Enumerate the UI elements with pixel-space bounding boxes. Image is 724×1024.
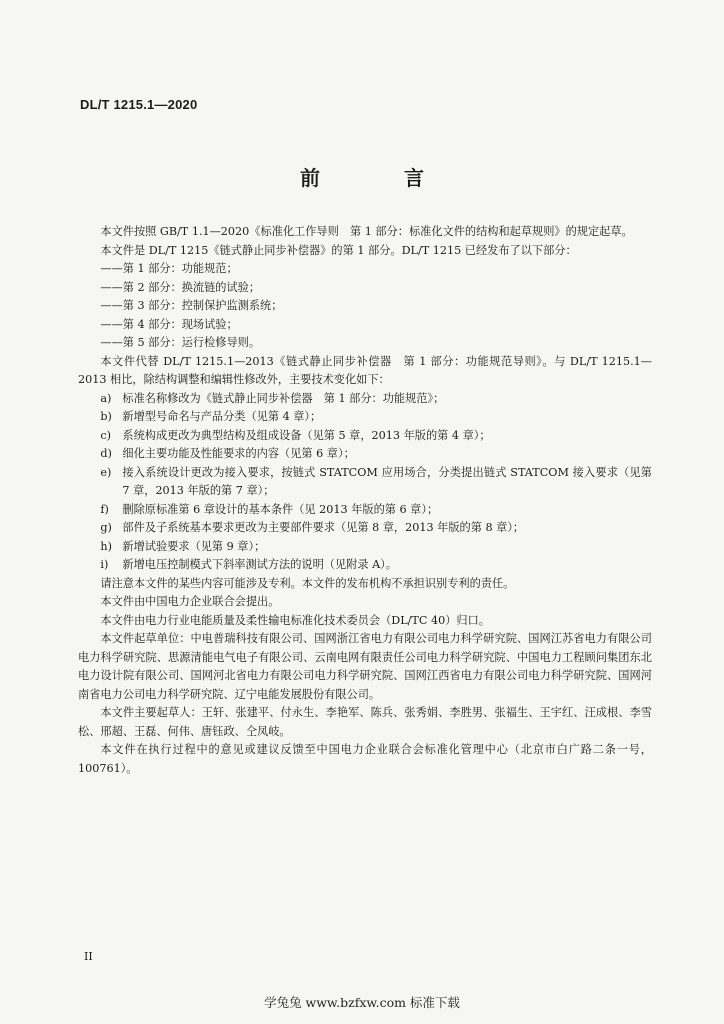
- part-list-item: ——第 1 部分：功能规范；: [100, 262, 238, 275]
- change-list-item: [78, 501, 652, 520]
- part-list-item: ——第 2 部分：换流链的试验；: [100, 280, 261, 294]
- paragraph-series-intro: 本文件是 DL/T 1215《链式静止同步补偿器》的第 1 部分。DL/T 1215 已经发布了以下部分：: [100, 243, 577, 257]
- change-marker: c): [100, 428, 112, 442]
- change-text: 标准名称修改为《链式静止同步补偿器 第 1 部分：功能规范》；: [122, 391, 445, 405]
- part-list-item: ——第 5 部分：运行检修导则。: [100, 336, 261, 349]
- part-list-item: ——第 3 部分：控制保护监测系统；: [100, 299, 283, 312]
- change-text: 细化主要功能及性能要求的内容（见第 6 章）；: [122, 447, 355, 460]
- change-marker: b): [100, 410, 112, 423]
- change-marker: d): [100, 447, 112, 460]
- change-list-item: [78, 445, 652, 464]
- paragraph-committee: 本文件由电力行业电能质量及柔性输电标准化技术委员会（DL/TC 40）归口。: [100, 613, 490, 627]
- paragraph-patent-notice: 请注意本文件的某些内容可能涉及专利。本文件的发布机构不承担识别专利的责任。: [100, 576, 515, 590]
- page-title: 前 言: [300, 166, 456, 190]
- paragraph-replaces: 本文件代替 DL/T 1215.1—2013《链式静止同步补偿器 第 1 部分：功能规范导则》。与 DL/T 1215.1—2013 相比，除结构调整和编辑性修改外，主要技术变化如下：: [78, 354, 652, 386]
- change-marker: i): [100, 558, 109, 571]
- change-text: 新增试验要求（见第 9 章）；: [122, 539, 266, 553]
- change-list-item: [78, 390, 652, 409]
- change-marker: a): [100, 391, 112, 405]
- change-list-item: [78, 519, 652, 538]
- change-list-item: [78, 556, 652, 575]
- paragraph-drafters: 本文件主要起草人：王轩、张建平、付永生、李艳军、陈兵、张秀娟、李胜男、张福生、王宇红、汪成根、李雪松、邢超、王磊、何伟、唐钰政、仝凤岐。: [78, 706, 652, 738]
- paragraph-feedback: 本文件在执行过程中的意见或建议反馈至中国电力企业联合会标准化管理中心（北京市白广路二条一号，100761）。: [78, 743, 652, 775]
- change-text: 删除原标准第 6 章设计的基本条件（见 2013 年版的第 6 章）；: [122, 502, 439, 516]
- page-number: II: [84, 950, 93, 963]
- paragraph-drafting-units: 本文件起草单位：中电普瑞科技有限公司、国网浙江省电力有限公司电力科学研究院、国网江苏省电力有限公司电力科学研究院、思源清能电气电子有限公司、云南电网有限责任公司电力科学研究院、中国电力工程顾问集团东北电力设计院有限公司、国网河北省电力有限公司电力科学研究院、国网江西省电力有限公司电力科学研究院、国网河南省电力公司电力科学研究院、辽宁电能发展股份有限公司。: [78, 632, 652, 701]
- part-list-item: ——第 4 部分：现场试验；: [100, 317, 238, 331]
- change-marker: e): [100, 465, 112, 479]
- change-text: 新增型号命名与产品分类（见第 4 章）；: [122, 410, 322, 423]
- document-code: DL/T 1215.1—2020: [80, 97, 198, 112]
- footer-watermark: 学兔兔 www.bzfxw.com 标准下载: [264, 995, 460, 1010]
- change-text: 系统构成更改为典型结构及组成设备（见第 5 章，2013 年版的第 4 章）；: [122, 428, 491, 442]
- paragraph-drafting-rules: 本文件按照 GB/T 1.1—2020《标准化工作导则 第 1 部分：标准化文件的结构和起草规则》的规定起草。: [100, 225, 633, 238]
- change-text: 部件及子系统基本要求更改为主要部件要求（见第 8 章，2013 年版的第 8 章）；: [122, 521, 525, 534]
- change-list-item: [78, 427, 652, 446]
- change-text: 接入系统设计更改为接入要求，按链式 STATCOM 应用场合，分类提出链式 STATCOM 接入要求（见第 7 章，2013 年版的第 7 章）；: [122, 465, 652, 497]
- change-marker: g): [100, 521, 112, 534]
- change-list-item: [78, 464, 652, 501]
- change-marker: f): [100, 502, 109, 516]
- change-list-item: [78, 408, 652, 427]
- change-marker: h): [100, 539, 112, 553]
- change-text: 新增电压控制模式下斜率测试方法的说明（见附录 A）。: [122, 558, 397, 571]
- foreword-body: [78, 223, 652, 778]
- paragraph-proposer: 本文件由中国电力企业联合会提出。: [100, 595, 280, 608]
- change-list-item: [78, 538, 652, 557]
